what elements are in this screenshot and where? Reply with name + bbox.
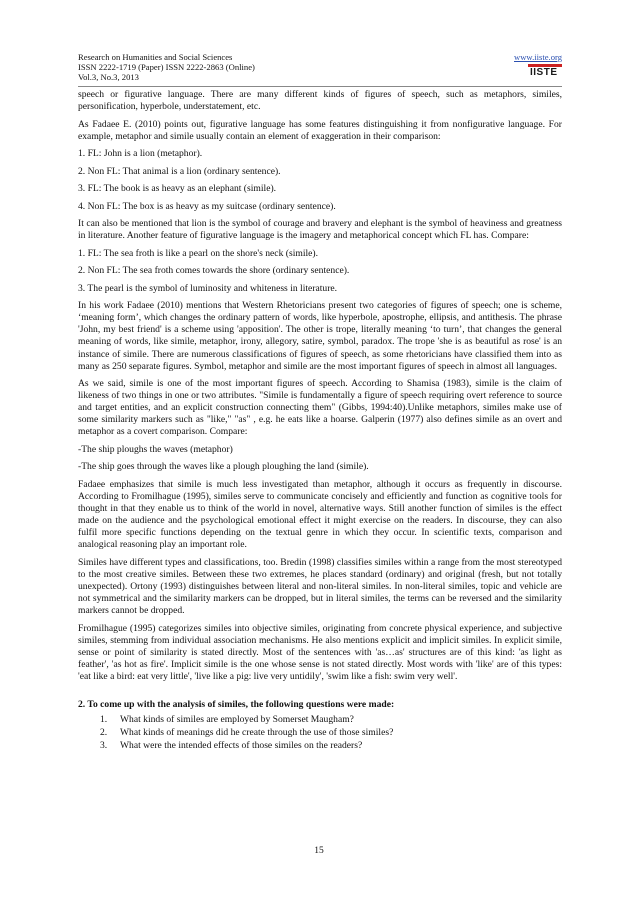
paragraph: As we said, simile is one of the most important figures of speech. According to Shamisa (1983), simile is the claim of likeness of two things in one or two attributes. "Simile is fundamentally a figure of speech requiring overt reference to source and target entities, and an explicit construction connecting them" (Gibbs, 1994:40).Unlike metaphors, similes make use of some similarity markers such as "like," "as" , e.g. he eats like a hoarse. Galperin (1977) also defines simile as an overt and metaphor as a covert comparison. Compare:: [78, 378, 562, 438]
list-number: 2.: [100, 727, 108, 739]
body-text: [78, 89, 562, 754]
example-line: 2. Non FL: That animal is a lion (ordinary sentence).: [78, 165, 281, 177]
list-text: What were the intended effects of those similes on the readers?: [120, 740, 363, 752]
list-text: What kinds of similes are employed by Somerset Maugham?: [120, 714, 354, 726]
example-line: 3. The pearl is the symbol of luminosity and whiteness in literature.: [78, 282, 338, 294]
list-item: [100, 727, 562, 739]
journal-title: Research on Humanities and Social Sciences: [78, 52, 233, 62]
journal-url-link[interactable]: www.iiste.org: [514, 52, 562, 62]
list-item: [100, 740, 562, 752]
section-heading: 2. To come up with the analysis of similes, the following questions were made:: [78, 699, 395, 711]
example-line: -The ship ploughs the waves (metaphor): [78, 443, 233, 455]
list-number: 3.: [100, 740, 108, 752]
example-line: 1. FL: The sea froth is like a pearl on the shore's neck (simile).: [78, 247, 318, 259]
header-divider: [78, 86, 562, 87]
paragraph: As Fadaee E. (2010) points out, figurative language has some features distinguishing it from nonfigurative language. For example, metaphor and simile usually contain an element of exaggeration in their comparison:: [78, 118, 562, 142]
example-line: 2. Non FL: The sea froth comes towards the shore (ordinary sentence).: [78, 265, 350, 277]
journal-header: [78, 52, 562, 82]
iiste-logo: [528, 64, 562, 80]
paragraph: It can also be mentioned that lion is the symbol of courage and bravery and elephant is the symbol of heaviness and greatness in literature. Another feature of figurative language is the imagery and metaphorical concept which FL has. Compare:: [78, 218, 562, 242]
paragraph: Similes have different types and classifications, too. Bredin (1998) classifies similes within a range from the most stereotyped to the most creative similes. Between these two extremes, he places standard (ordinary) and original (fresh, but not totally unexpected). Ortony (1993) distinguishes between literal and non-literal similes. In non-literal similes, topic and vehicle are not symmetrical and the similarity markers can be dropped, but in literal similes, the terms can be reversed and the similarity markers cannot be dropped.: [78, 556, 562, 617]
logo-text: IISTE: [530, 67, 558, 78]
journal-issn: ISSN 2222-1719 (Paper) ISSN 2222-2863 (Online): [78, 62, 255, 72]
page-number: 15: [314, 846, 324, 856]
question-list: [78, 714, 562, 752]
paragraph: speech or figurative language. There are many different kinds of figures of speech, such as metaphors, similes, personification, hyperbole, understatement, etc.: [78, 89, 562, 113]
paragraph: Fadaee emphasizes that simile is much less investigated than metaphor, although it occurs as frequently in discourse. According to Fromilhague (1995), similes serve to communicate concisely and efficiently and function as cognitive tools for thought in that they enable us to think of the world in novel, alternative ways. Still another function of similes is the effect made on the audience and the psychological emotional effect it might exercise on the readers. In discourse, they can also fulfil more specific functions depending on the textual genre in which they occur. In scientific texts, comparison and analogical reasoning play an important role.: [78, 478, 562, 551]
list-number: 1.: [100, 714, 108, 726]
list-item: [100, 714, 562, 726]
example-line: 4. Non FL: The box is as heavy as my suitcase (ordinary sentence).: [78, 200, 336, 212]
example-line: 1. FL: John is a lion (metaphor).: [78, 148, 203, 160]
list-text: What kinds of meanings did he create through the use of those similes?: [120, 727, 394, 739]
example-line: -The ship goes through the waves like a plough ploughing the land (simile).: [78, 461, 369, 473]
paragraph: In his work Fadaee (2010) mentions that Western Rhetoricians present two categories of figures of speech; one is scheme, ‘meaning form’, which changes the ordinary pattern of words, like hyperbole, apostrophe, ellipsis, and antithesis. The phrase 'John, my best friend' is a scheme using 'apposition'. The other is trope, literally meaning ‘to turn’, that changes the general meaning of words, like simile, metaphor, irony, allegory, satire, symbol, paradox. The trope 'she is as beautiful as rose' is an instance of simile. There are numerous classifications of figures of speech, as some rhetoricians have classified them into as many as 250 separate figures. Symbol, metaphor and simile are the most important figures of speech in almost all languages.: [78, 300, 562, 372]
paragraph: Fromilhague (1995) categorizes similes into objective similes, originating from concrete physical experience, and subjective similes, stemming from individual association mechanisms. He also mentions explicit and implicit similes. In explicit simile, sense or point of similarity is stated directly. Most of the sentences with 'as…as' structures are of this kind: 'as light as feather', 'as hot as fire'. Implicit simile is the one whose sense is not stated directly. Most words with 'like' are of this types: 'eat like a bird: eat very little', 'live like a pig: live very untidily', 'swim like a fish: swim very well'.: [78, 622, 562, 683]
example-line: 3. FL: The book is as heavy as an elephant (simile).: [78, 183, 277, 195]
journal-volume: Vol.3, No.3, 2013: [78, 72, 139, 82]
